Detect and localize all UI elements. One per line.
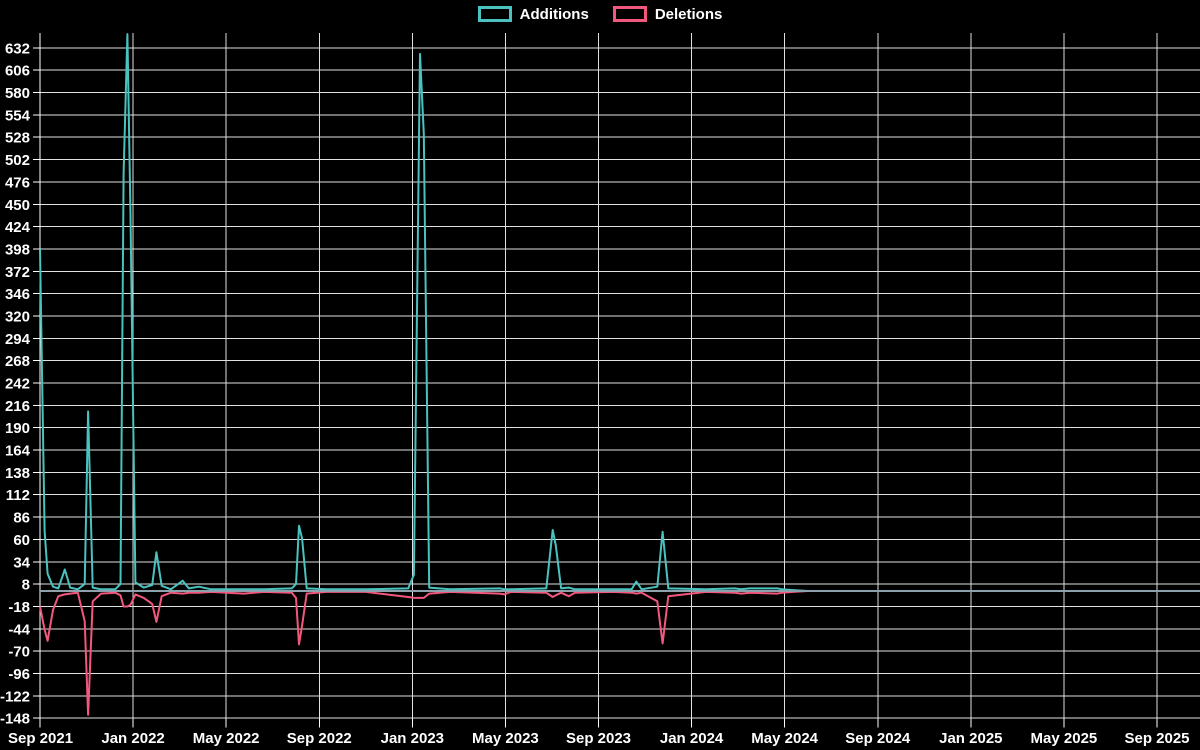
x-tick-label: Jan 2024 — [659, 730, 724, 747]
y-tick-label: 294 — [4, 330, 30, 348]
y-tick-label: -122 — [0, 688, 30, 706]
y-tick-label: 554 — [4, 107, 30, 125]
y-tick-label: 112 — [5, 487, 30, 505]
y-tick-label: 372 — [4, 263, 30, 281]
y-tick-label: 34 — [13, 554, 30, 572]
y-tick-label: -44 — [8, 621, 30, 639]
y-tick-label: 268 — [4, 353, 30, 371]
y-tick-label: 164 — [4, 442, 30, 460]
x-tick-label: Sep 2025 — [1124, 730, 1190, 747]
legend-label: Additions — [519, 5, 589, 23]
y-tick-label: 242 — [4, 375, 30, 393]
x-tick-label: Jan 2022 — [101, 730, 165, 747]
y-tick-label: 450 — [4, 196, 30, 214]
x-tick-label: May 2024 — [751, 730, 819, 747]
legend-label: Deletions — [654, 5, 723, 23]
y-tick-label: 60 — [13, 531, 30, 549]
x-tick-label: Jan 2023 — [380, 730, 445, 747]
x-tick-label: Sep 2022 — [286, 730, 352, 747]
gridlines — [40, 33, 1200, 718]
x-tick-label: Sep 2021 — [8, 730, 74, 747]
x-tick-label: May 2025 — [1030, 730, 1098, 747]
y-tick-label: -96 — [8, 666, 30, 684]
y-tick-label: 8 — [21, 576, 30, 594]
y-tick-label: -148 — [0, 710, 30, 728]
y-tick-label: 632 — [4, 40, 30, 58]
y-tick-label: -18 — [8, 598, 30, 616]
y-tick-label: 580 — [4, 85, 30, 103]
tick-labels — [0, 40, 1190, 747]
x-tick-label: Sep 2023 — [565, 730, 632, 747]
x-tick-label: Sep 2024 — [845, 730, 911, 747]
x-tick-label: May 2022 — [192, 730, 260, 747]
y-tick-label: 424 — [4, 219, 30, 237]
y-tick-label: 346 — [4, 286, 30, 304]
y-tick-label: 86 — [13, 509, 30, 527]
x-tick-label: May 2023 — [472, 730, 539, 747]
y-tick-label: 138 — [4, 464, 30, 482]
additions-line — [40, 34, 1190, 591]
y-tick-label: 606 — [4, 62, 30, 80]
y-tick-label: 528 — [4, 129, 30, 147]
y-tick-label: -70 — [8, 643, 30, 661]
y-tick-label: 476 — [4, 174, 30, 192]
series-lines — [40, 34, 1190, 715]
y-tick-label: 216 — [4, 397, 30, 415]
y-tick-label: 502 — [4, 152, 30, 170]
y-tick-label: 398 — [4, 241, 30, 259]
y-tick-label: 190 — [4, 420, 30, 438]
y-tick-label: 320 — [4, 308, 30, 326]
x-tick-label: Jan 2025 — [939, 730, 1003, 747]
